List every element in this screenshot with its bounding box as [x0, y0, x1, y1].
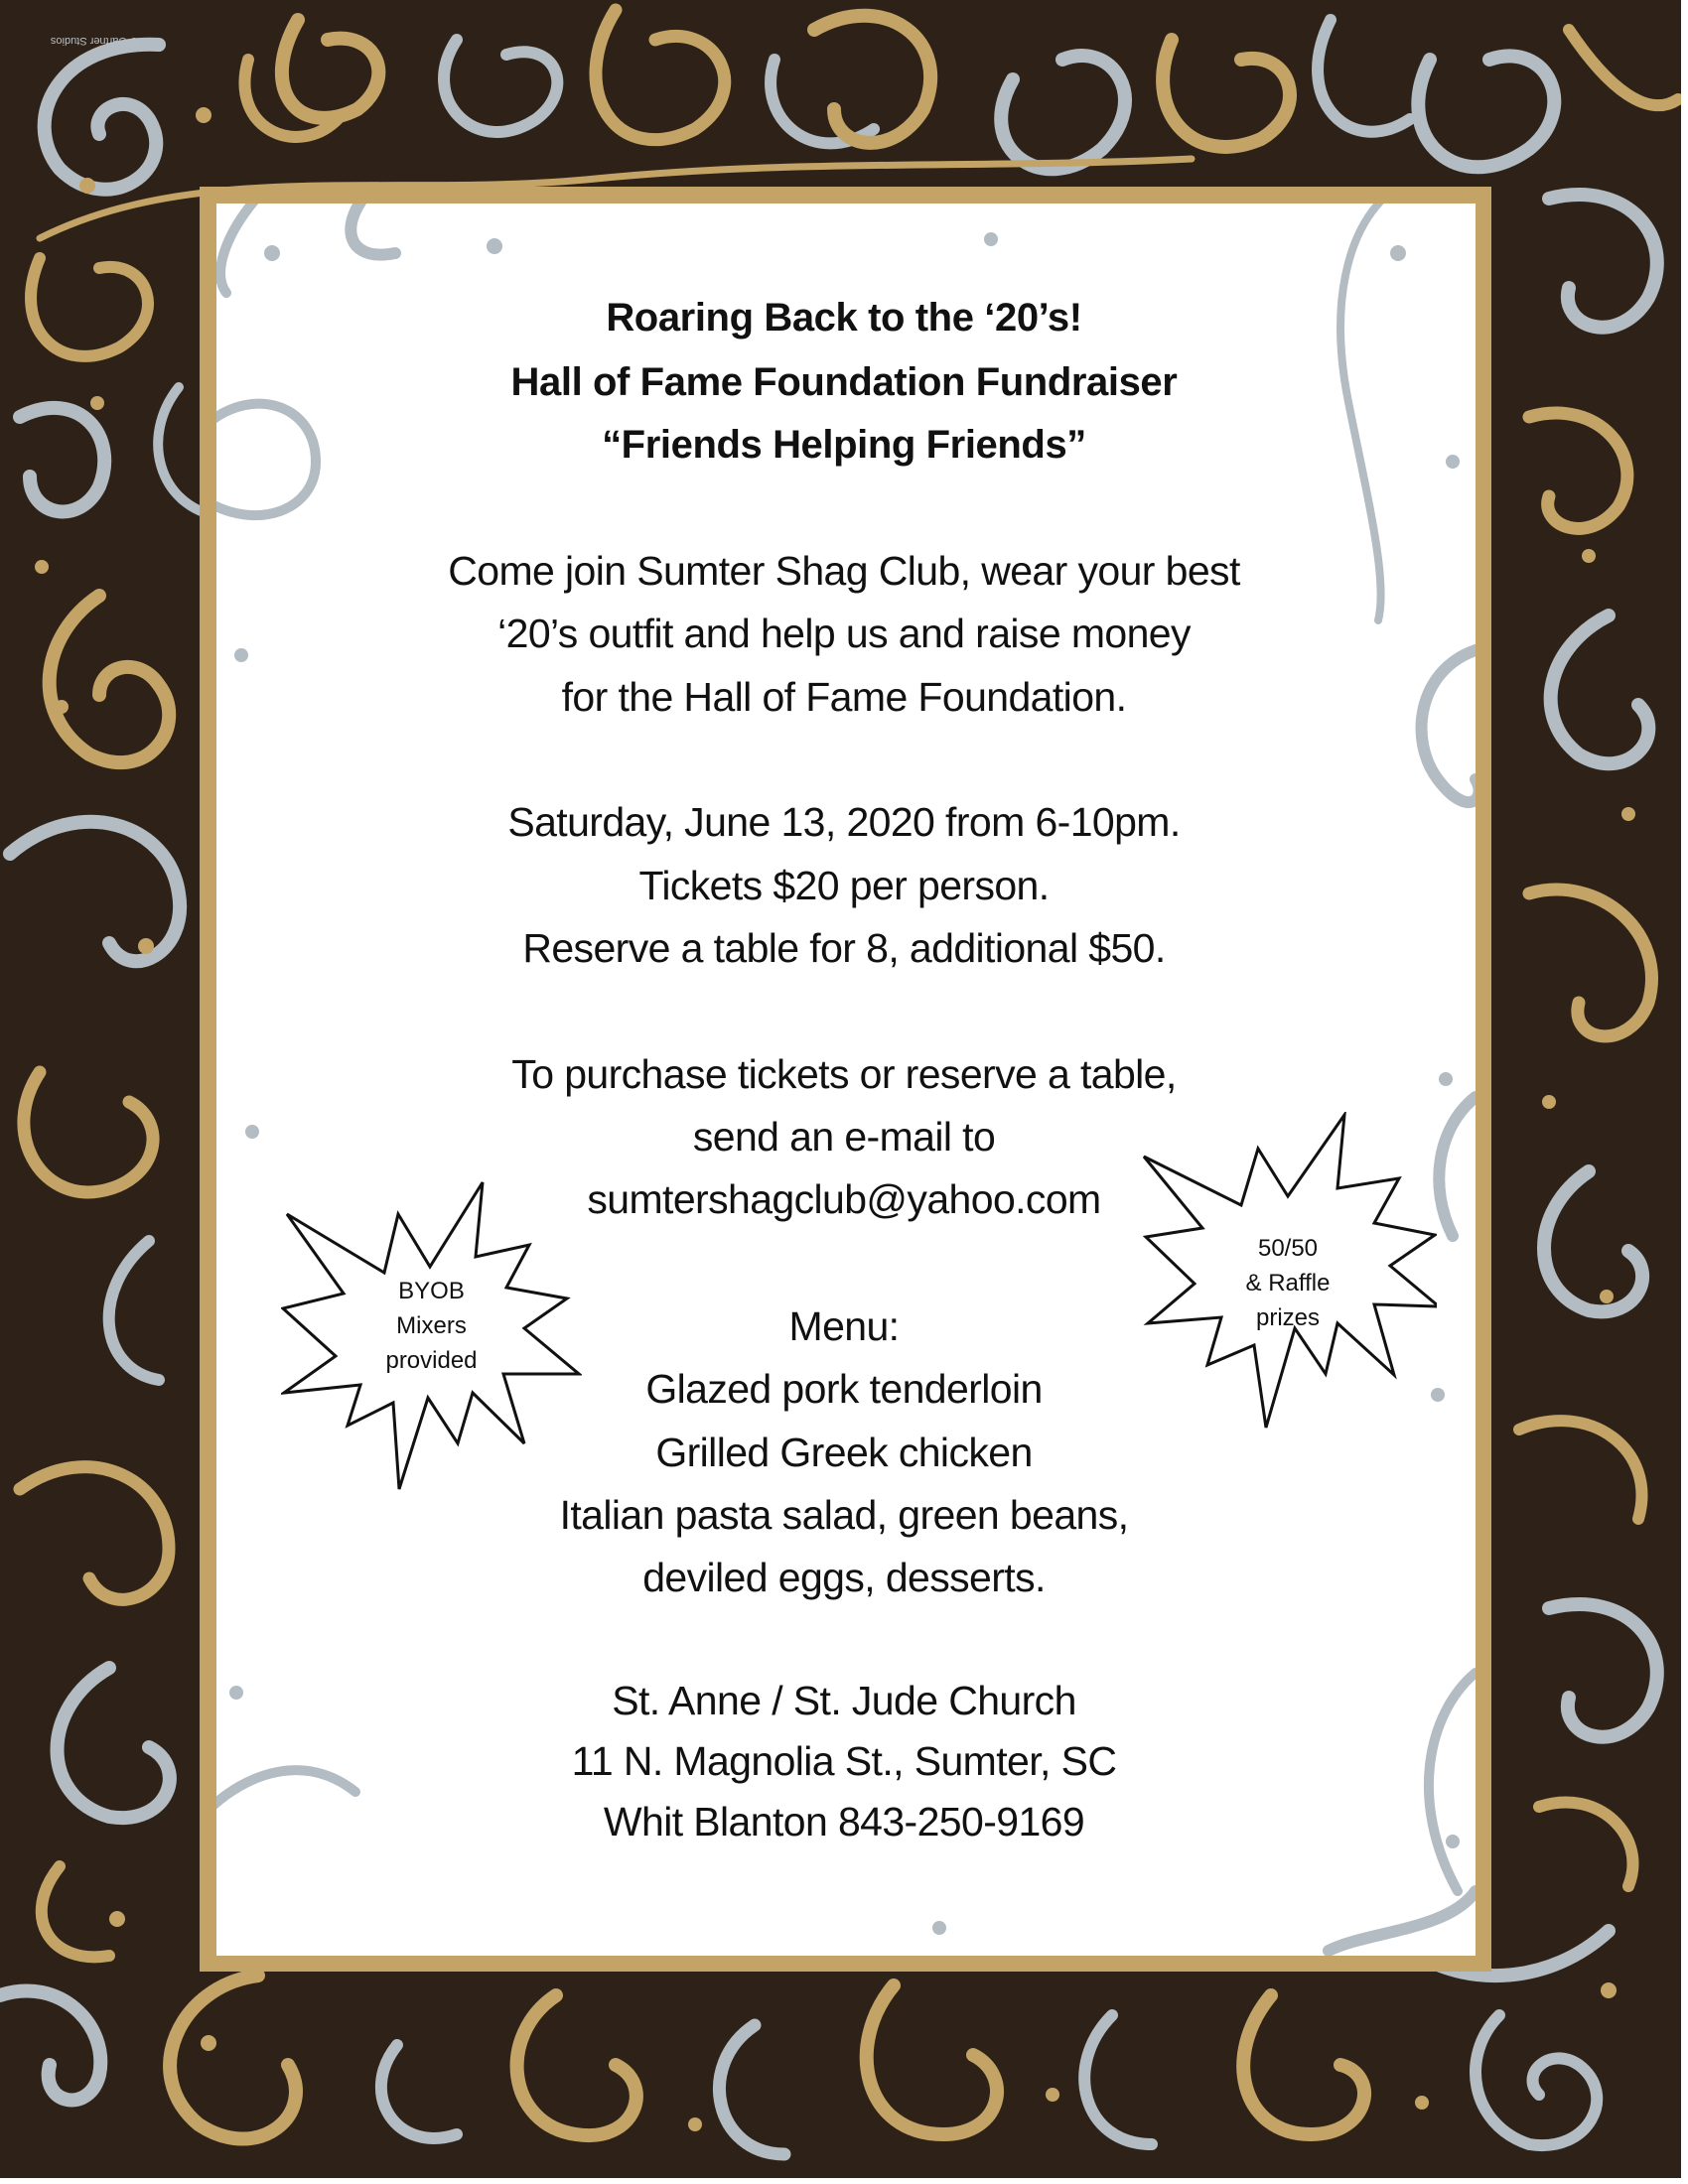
- burst-right-line-2: & Raffle: [1245, 1270, 1331, 1297]
- burst-left-line-3: provided: [385, 1347, 478, 1374]
- event-date-time: Saturday, June 13, 2020 from 6-10pm.: [507, 799, 1181, 845]
- venue-name: St. Anne / St. Jude Church: [612, 1678, 1076, 1723]
- intro-text-line-3: for the Hall of Fame Foundation.: [561, 674, 1127, 720]
- intro-text-line-1: Come join Sumter Shag Club, wear your best: [448, 548, 1240, 594]
- flyer-tagline: “Friends Helping Friends”: [602, 423, 1086, 467]
- venue-contact: Whit Blanton 843-250-9169: [603, 1799, 1085, 1844]
- flyer-title: Roaring Back to the ‘20’s!: [606, 296, 1082, 340]
- flyer-subtitle: Hall of Fame Foundation Fundraiser: [510, 360, 1178, 404]
- burst-left-line-1: BYOB: [398, 1278, 465, 1304]
- contact-email-link[interactable]: sumtershagclub@yahoo.com: [587, 1176, 1101, 1222]
- intro-text-line-2: ‘20’s outfit and help us and raise money: [497, 611, 1191, 656]
- table-reservation-price: Reserve a table for 8, additional $50.: [522, 925, 1166, 971]
- menu-item: Italian pasta salad, green beans,: [559, 1492, 1129, 1538]
- menu-heading: Menu:: [788, 1303, 900, 1349]
- ticket-price: Tickets $20 per person.: [638, 863, 1050, 908]
- raffle-starburst-callout: [1139, 1112, 1437, 1434]
- burst-left-line-2: Mixers: [396, 1312, 467, 1339]
- byob-starburst-callout: [281, 1179, 582, 1493]
- copyright-notice: © Gartner Studios: [50, 35, 139, 47]
- menu-item: Glazed pork tenderloin: [645, 1366, 1043, 1412]
- burst-right-line-1: 50/50: [1257, 1235, 1319, 1262]
- menu-item: deviled eggs, desserts.: [642, 1555, 1046, 1600]
- venue-address: 11 N. Magnolia St., Sumter, SC: [571, 1738, 1117, 1784]
- purchase-instructions-line-1: To purchase tickets or reserve a table,: [511, 1051, 1177, 1097]
- menu-item: Grilled Greek chicken: [655, 1430, 1033, 1475]
- purchase-instructions-line-2: send an e-mail to: [692, 1114, 996, 1160]
- burst-right-line-3: prizes: [1255, 1304, 1321, 1331]
